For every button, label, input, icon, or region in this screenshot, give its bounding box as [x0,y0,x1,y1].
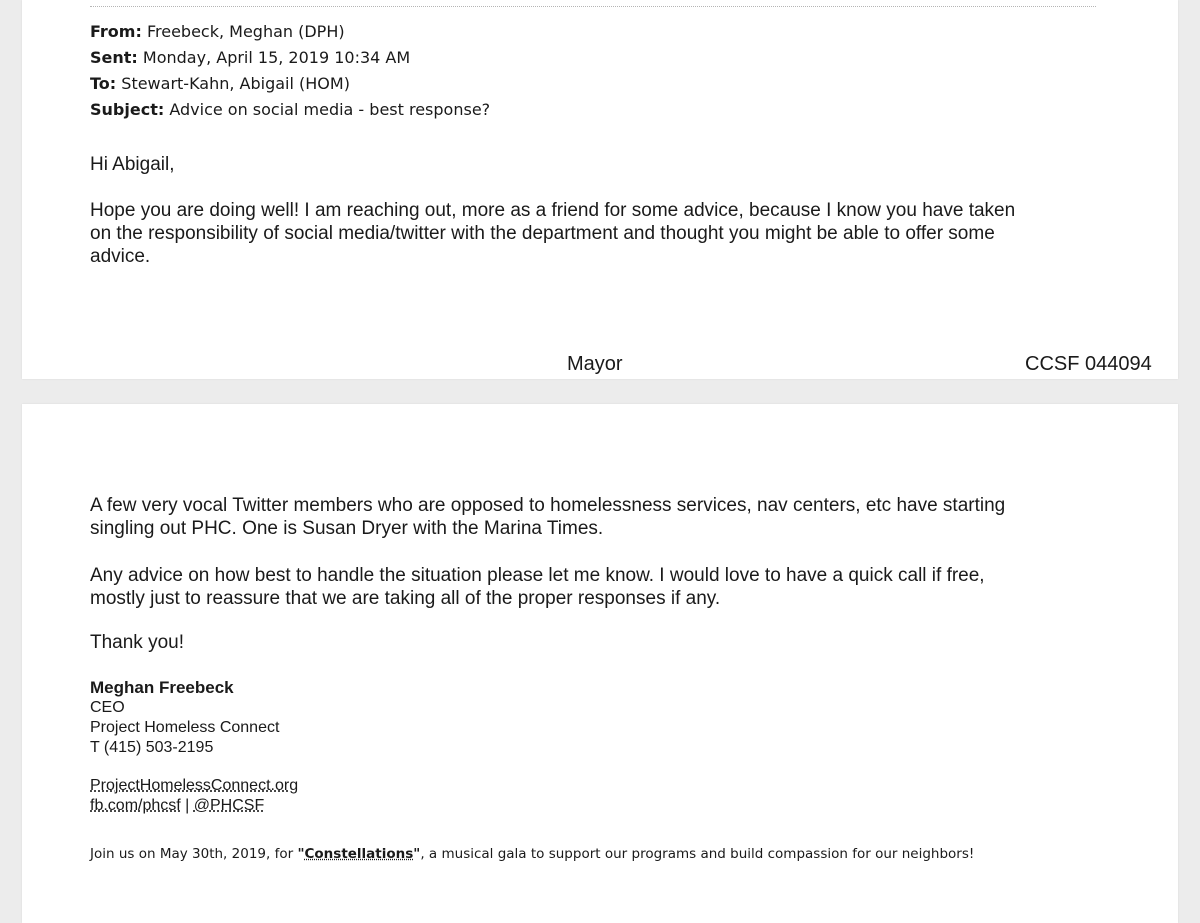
subject-line [90,100,490,119]
sent-label: Sent: [90,48,138,67]
body-paragraph-1-line-1: Hope you are doing well! I am reaching out, more as a friend for some advice, because I know you have taken [90,200,1016,221]
link-separator: | [180,797,194,814]
body-paragraph-2-line-2: singling out PHC. One is Susan Dryer with the Marina Times. [90,518,604,539]
body-paragraph-2 [90,494,1005,540]
event-name-link[interactable]: Constellations [304,846,414,862]
to-line [90,74,350,93]
body-paragraph-3 [90,564,985,610]
body-paragraph-3-line-2: mostly just to reassure that we are taking all of the proper responses if any. [90,588,721,609]
to-label: To: [90,74,117,93]
from-label: From: [90,22,142,41]
sent-value: Monday, April 15, 2019 10:34 AM [142,48,411,67]
twitter-link[interactable]: @PHCSF [193,797,265,814]
body-paragraph-1 [90,199,1015,268]
document-page-1 [22,0,1178,379]
from-line [90,22,345,41]
body-paragraph-1-line-2: on the responsibility of social media/twitter with the department and thought you might be able to offer some [90,223,995,244]
greeting: Hi Abigail, [90,154,175,175]
to-value: Stewart-Kahn, Abigail (HOM) [121,74,350,93]
body-paragraph-1-line-3: advice. [90,246,151,267]
promo-quote-close: " [413,846,421,862]
closing: Thank you! [90,632,184,653]
website-link[interactable]: ProjectHomelessConnect.org [90,777,299,794]
signature-name: Meghan Freebeck [90,678,234,697]
from-value: Freebeck, Meghan (DPH) [146,22,345,41]
promo-quote-open: " [297,846,305,862]
facebook-link[interactable]: fb.com/phcsf [90,797,181,814]
event-promo [90,846,974,862]
promo-text-before: Join us on May 30th, 2019, for [90,846,298,862]
signature-phone: T (415) 503-2195 [90,739,214,756]
body-paragraph-3-line-1: Any advice on how best to handle the situation please let me know. I would love to have a quick call if free, [90,565,985,586]
promo-text-after: , a musical gala to support our programs and build compassion for our neighbors! [420,846,975,862]
document-page-2 [22,404,1178,923]
subject-value: Advice on social media - best response? [169,100,491,119]
subject-label: Subject: [90,100,165,119]
sent-line [90,48,410,67]
page-footer-center: Mayor [567,353,623,375]
signature-links [90,776,298,816]
signature-org: Project Homeless Connect [90,719,280,736]
body-paragraph-2-line-1: A few very vocal Twitter members who are opposed to homelessness services, nav centers, etc have starting [90,495,1006,516]
header-divider [90,6,1096,7]
signature-block [90,678,279,758]
page-footer-bates-number: CCSF 044094 [1025,353,1152,375]
signature-title: CEO [90,699,125,716]
